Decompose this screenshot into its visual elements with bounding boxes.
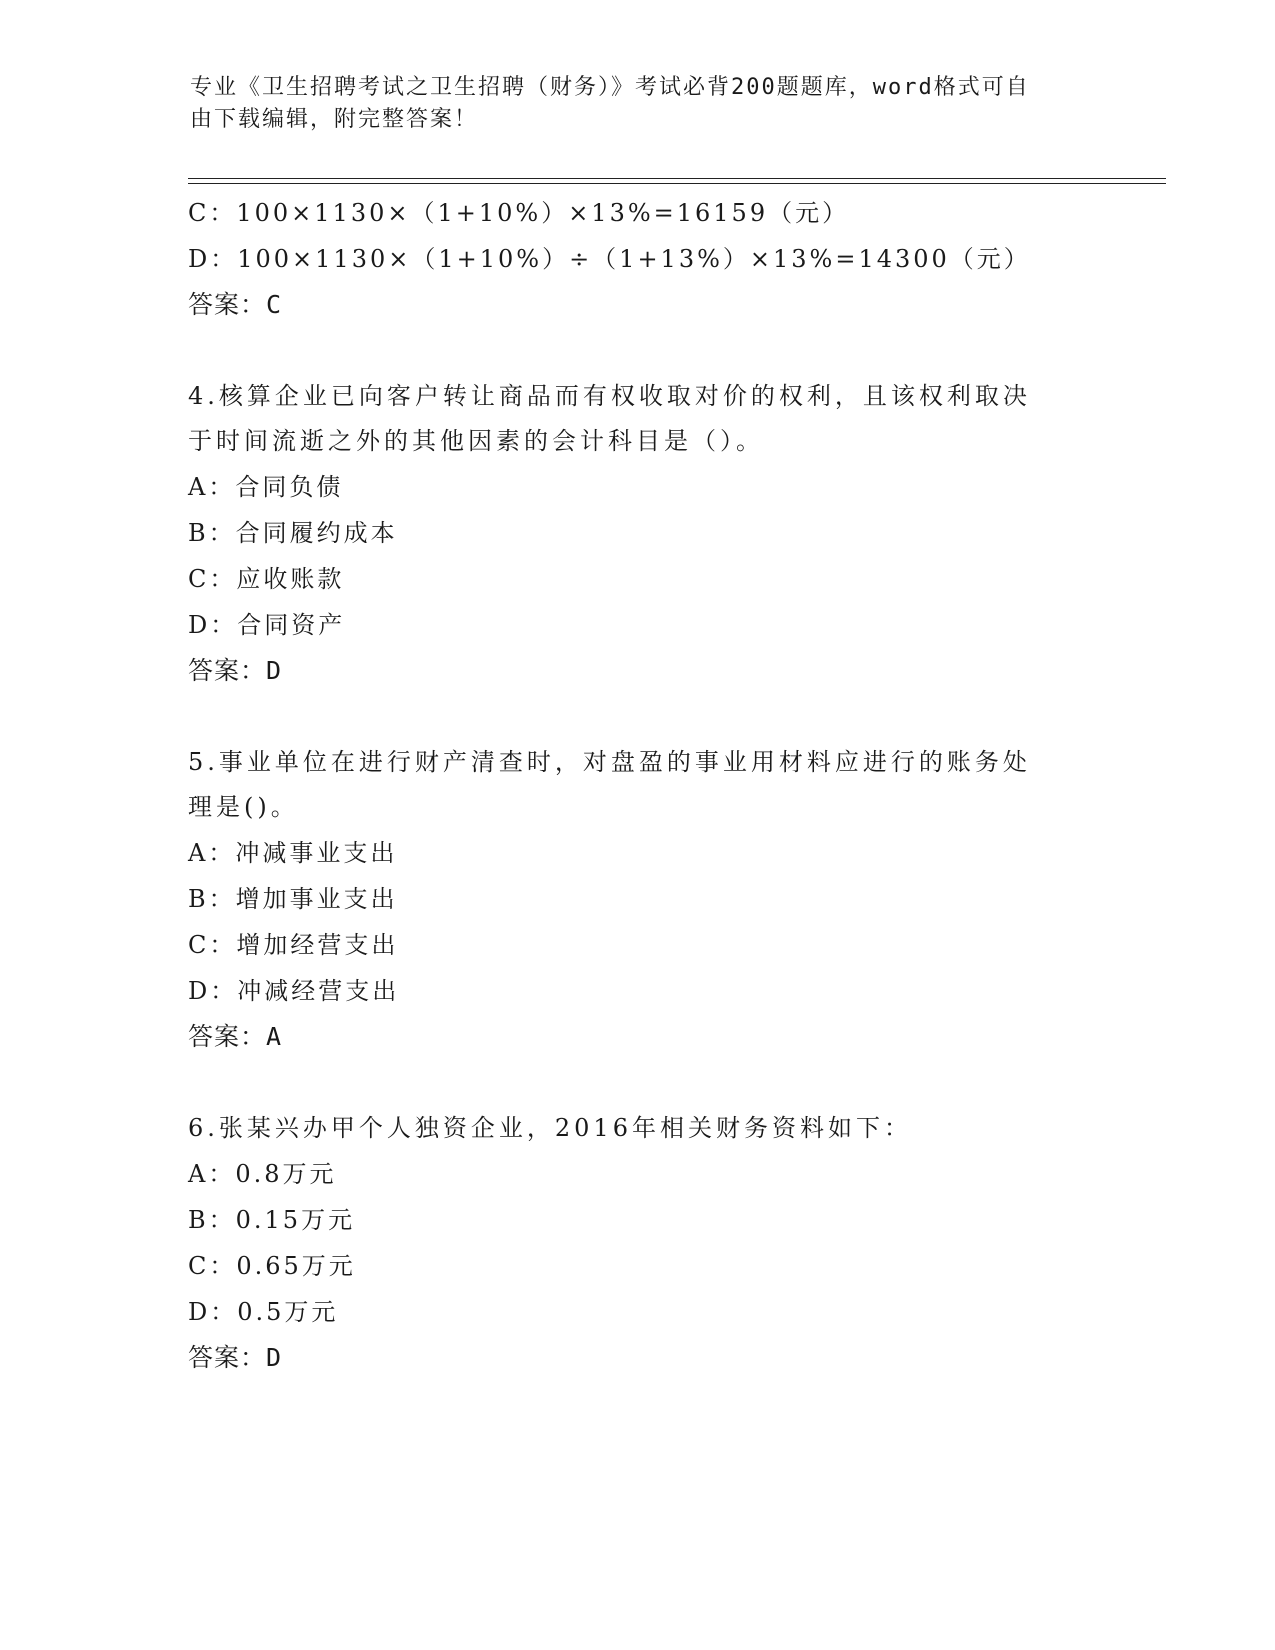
- option-c: C：应收账款: [188, 565, 345, 593]
- option-b: B：增加事业支出: [188, 885, 398, 913]
- answer-key: C: [266, 290, 283, 319]
- option-c: C：增加经营支出: [188, 931, 399, 959]
- question-3-continuation: [188, 190, 1088, 328]
- question-stem-line: 6.张某兴办甲个人独资企业，2016年相关财务资料如下：: [188, 1114, 912, 1142]
- answer-line: [188, 1335, 1088, 1381]
- header-line-1: 专业《卫生招聘考试之卫生招聘（财务）》考试必背200题题库，word格式可自: [190, 75, 1030, 100]
- question-stem-line: 于时间流逝之外的其他因素的会计科目是（）。: [188, 427, 764, 455]
- option-d: D：0.5万元: [188, 1298, 339, 1326]
- option-b: B：0.15万元: [188, 1206, 356, 1234]
- spacer: [188, 1060, 1088, 1106]
- option-c: C：100×1130×（1+10%）×13%=16159（元）: [188, 199, 850, 227]
- answer-key: D: [266, 1343, 283, 1372]
- option-a: A：合同负债: [188, 473, 344, 501]
- spacer: [188, 694, 1088, 740]
- question-stem-line: 理是()。: [188, 793, 299, 821]
- question-stem-line: 4.核算企业已向客户转让商品而有权收取对价的权利，且该权利取决: [188, 382, 1031, 410]
- option-b: B：合同履约成本: [188, 519, 398, 547]
- question-6: [188, 1106, 1088, 1381]
- answer-line: [188, 1014, 1088, 1060]
- option-d: D：合同资产: [188, 611, 346, 639]
- spacer: [188, 328, 1088, 374]
- option-a: A：冲减事业支出: [188, 839, 398, 867]
- answer-label: 答案：: [188, 290, 267, 319]
- document-body: [188, 190, 1088, 1381]
- option-d: D：100×1130×（1+10%）÷（1+13%）×13%=14300（元）: [188, 245, 1031, 273]
- answer-line: [188, 648, 1088, 694]
- answer-label: 答案：: [188, 1343, 267, 1372]
- answer-key: D: [266, 656, 283, 685]
- document-header: [190, 72, 1070, 136]
- option-c: C：0.65万元: [188, 1252, 356, 1280]
- header-divider-bottom: [188, 183, 1166, 184]
- header-line-2: 由下载编辑，附完整答案！: [190, 107, 479, 132]
- answer-label: 答案：: [188, 656, 267, 685]
- option-a: A：0.8万元: [188, 1160, 337, 1188]
- question-stem-line: 5.事业单位在进行财产清查时，对盘盈的事业用材料应进行的账务处: [188, 748, 1031, 776]
- answer-label: 答案：: [188, 1022, 267, 1051]
- option-d: D：冲减经营支出: [188, 977, 400, 1005]
- answer-line: [188, 282, 1088, 328]
- answer-key: A: [266, 1022, 283, 1051]
- question-4: [188, 374, 1088, 694]
- question-5: [188, 740, 1088, 1060]
- header-divider-top: [188, 178, 1166, 179]
